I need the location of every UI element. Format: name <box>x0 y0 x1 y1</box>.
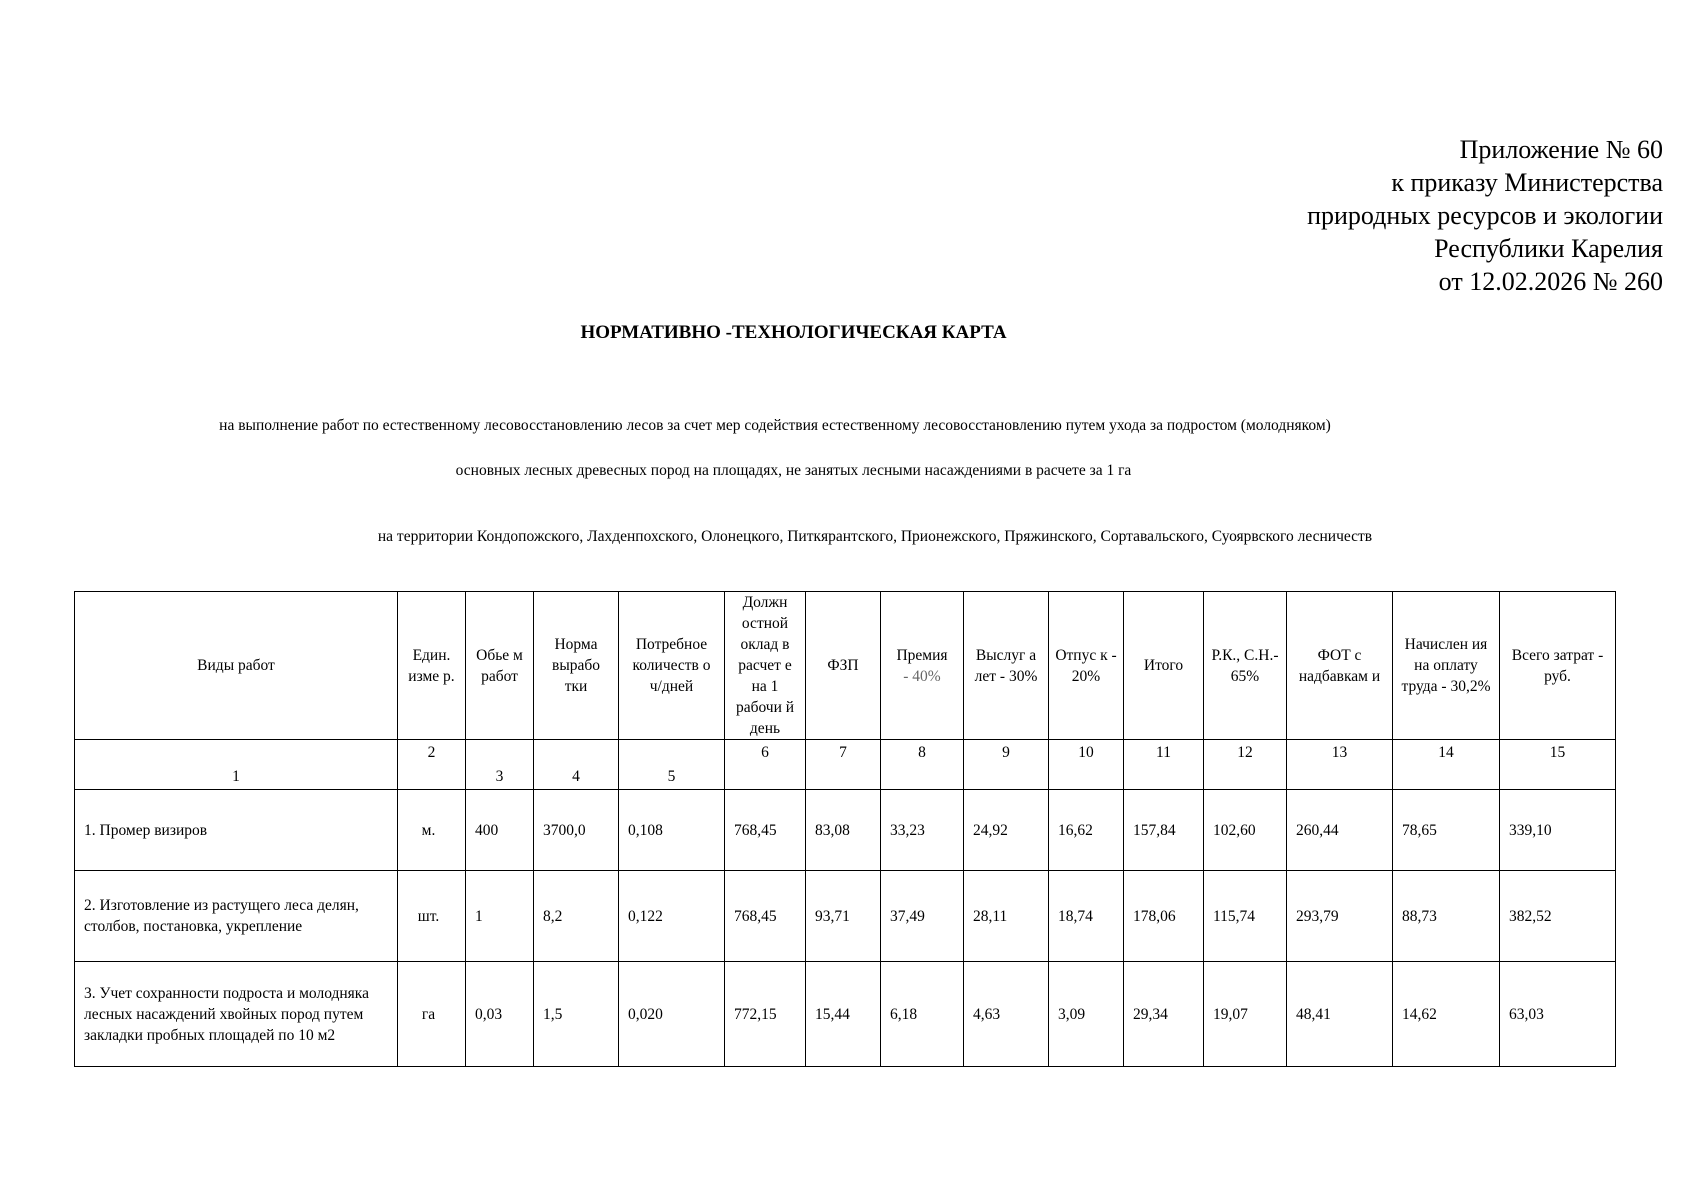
column-number: 11 <box>1124 740 1204 790</box>
table-cell: 29,34 <box>1124 962 1204 1067</box>
column-number: 9 <box>964 740 1049 790</box>
table-cell: 115,74 <box>1204 871 1287 962</box>
header-cell: Выслуг а лет - 30% <box>964 592 1049 740</box>
table-cell: 0,03 <box>466 962 534 1067</box>
table-cell: 102,60 <box>1204 790 1287 871</box>
subtitle-species: основных лесных древесных пород на площадях, не занятых лесными насаждениями в расчете за 1 га <box>455 462 1132 479</box>
appendix-date: от 12.02.2026 № 260 <box>1438 267 1663 296</box>
table-cell: 15,44 <box>806 962 881 1067</box>
column-number: 8 <box>881 740 964 790</box>
table-cell: 8,2 <box>534 871 619 962</box>
table-row <box>75 962 1616 1067</box>
column-number: 5 <box>619 740 725 790</box>
premium-percent: - 40% <box>903 667 941 685</box>
work-name: 3. Учет сохранности подроста и молодняка лесных насаждений хвойных пород путем закладки пробных площадей по 10 м2 <box>75 962 398 1067</box>
table-cell: 1,5 <box>534 962 619 1067</box>
header-cell: Начислен ия на оплату труда - 30,2% <box>1393 592 1500 740</box>
table-cell: 28,11 <box>964 871 1049 962</box>
table-cell: 24,92 <box>964 790 1049 871</box>
table-cell: 768,45 <box>725 871 806 962</box>
header-row <box>75 592 1616 740</box>
table-row <box>75 790 1616 871</box>
document-title: НОРМАТИВНО -ТЕХНОЛОГИЧЕСКАЯ КАРТА <box>580 322 1007 343</box>
work-name: 1. Промер визиров <box>75 790 398 871</box>
header-cell: Всего затрат - руб. <box>1500 592 1616 740</box>
table-cell: 63,03 <box>1500 962 1616 1067</box>
table-cell: 0,108 <box>619 790 725 871</box>
norm-table <box>74 591 1616 1067</box>
column-number: 12 <box>1204 740 1287 790</box>
table-cell: 19,07 <box>1204 962 1287 1067</box>
column-number: 15 <box>1500 740 1616 790</box>
appendix-order: к приказу Министерства <box>1391 168 1663 197</box>
table-cell: 0,122 <box>619 871 725 962</box>
table-cell: 339,10 <box>1500 790 1616 871</box>
table-cell: 260,44 <box>1287 790 1393 871</box>
table-cell: 768,45 <box>725 790 806 871</box>
table-cell: 78,65 <box>1393 790 1500 871</box>
table-cell: 37,49 <box>881 871 964 962</box>
work-unit: шт. <box>398 871 466 962</box>
header-cell: Виды работ <box>75 592 398 740</box>
table-cell: 3700,0 <box>534 790 619 871</box>
table-cell: 4,63 <box>964 962 1049 1067</box>
subtitle-works: на выполнение работ по естественному лесовосстановлению лесов за счет мер содействия естественному лесовосстановлению путем ухода за подростом (молодняком) <box>219 417 1331 434</box>
work-unit: м. <box>398 790 466 871</box>
header-cell: Норма вырабо тки <box>534 592 619 740</box>
table-cell: 400 <box>466 790 534 871</box>
header-cell: Отпус к - 20% <box>1049 592 1124 740</box>
header-cell: Потребное количеств о ч/дней <box>619 592 725 740</box>
table-cell: 6,18 <box>881 962 964 1067</box>
work-unit: га <box>398 962 466 1067</box>
column-number-row <box>75 740 1616 790</box>
appendix-republic: Республики Карелия <box>1434 234 1663 263</box>
table-cell: 178,06 <box>1124 871 1204 962</box>
premium-label: Премия <box>896 646 948 664</box>
table-cell: 1 <box>466 871 534 962</box>
table-cell: 88,73 <box>1393 871 1500 962</box>
column-number: 13 <box>1287 740 1393 790</box>
column-number: 10 <box>1049 740 1124 790</box>
appendix-block <box>1307 133 1663 298</box>
header-cell: Р.К., С.Н.- 65% <box>1204 592 1287 740</box>
header-cell: Итого <box>1124 592 1204 740</box>
appendix-ministry: природных ресурсов и экологии <box>1307 201 1663 230</box>
header-cell: Обье м работ <box>466 592 534 740</box>
table-cell: 33,23 <box>881 790 964 871</box>
column-number: 2 <box>398 740 466 790</box>
subtitle-territory: на территории Кондопожского, Лахденпохского, Олонецкого, Питкярантского, Прионежского, Пряжинского, Сортавальского, Суоярвского лесничеств <box>377 528 1373 545</box>
table-row <box>75 871 1616 962</box>
table-cell: 3,09 <box>1049 962 1124 1067</box>
appendix-number: Приложение № 60 <box>1459 135 1663 164</box>
table-cell: 0,020 <box>619 962 725 1067</box>
table-cell: 16,62 <box>1049 790 1124 871</box>
table-cell: 18,74 <box>1049 871 1124 962</box>
column-number: 14 <box>1393 740 1500 790</box>
column-number: 4 <box>534 740 619 790</box>
header-cell: ФЗП <box>806 592 881 740</box>
table-cell: 293,79 <box>1287 871 1393 962</box>
header-cell: Должн остной оклад в расчет е на 1 рабочи й день <box>725 592 806 740</box>
column-number: 3 <box>466 740 534 790</box>
column-number: 6 <box>725 740 806 790</box>
header-cell: ФОТ с надбавкам и <box>1287 592 1393 740</box>
header-cell-premium <box>881 592 964 740</box>
table-cell: 157,84 <box>1124 790 1204 871</box>
column-number: 1 <box>75 740 398 790</box>
table-cell: 14,62 <box>1393 962 1500 1067</box>
table-cell: 93,71 <box>806 871 881 962</box>
table-cell: 382,52 <box>1500 871 1616 962</box>
work-name: 2. Изготовление из растущего леса делян, столбов, постановка, укрепление <box>75 871 398 962</box>
table-cell: 83,08 <box>806 790 881 871</box>
column-number: 7 <box>806 740 881 790</box>
table-cell: 772,15 <box>725 962 806 1067</box>
header-cell: Един. изме р. <box>398 592 466 740</box>
table-cell: 48,41 <box>1287 962 1393 1067</box>
